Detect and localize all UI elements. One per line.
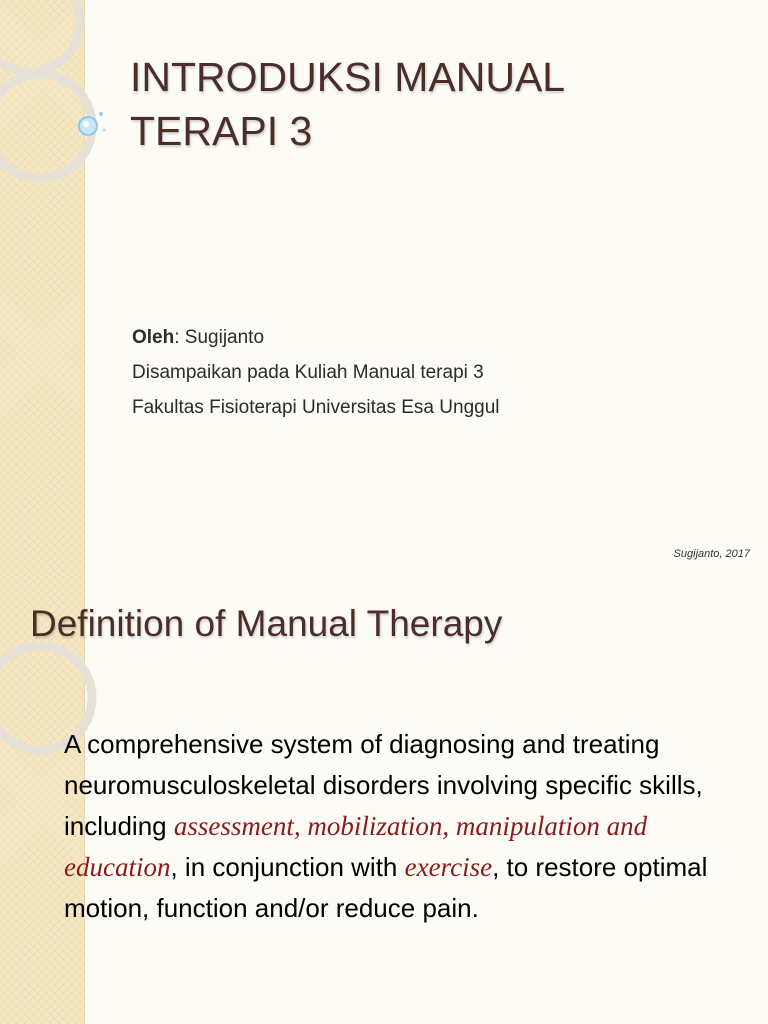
deco-dot-1: [99, 112, 103, 116]
author-label: Oleh: [132, 327, 175, 348]
author-line: [132, 320, 732, 355]
definition-part-1: A comprehensive system of diagnosing and treating neuromusculoskeletal disorders involving specific skills, including: [64, 729, 703, 841]
author-name: Sugijanto: [184, 327, 265, 348]
deco-bubble-shine: [83, 121, 89, 127]
slide-definition: [0, 576, 768, 1024]
definition-part-3: , to restore optimal motion, function and/or reduce pain.: [64, 852, 708, 923]
faculty-line: Fakultas Fisioterapi Universitas Esa Unggul: [132, 397, 500, 418]
course-line: Disampaikan pada Kuliah Manual terapi 3: [132, 362, 484, 383]
definition-highlight-2: exercise: [404, 852, 493, 882]
deco-circle-top: [0, 0, 80, 72]
slide-heading: Definition of Manual Therapy: [30, 603, 503, 644]
slide-footer: Sugijanto, 2017: [673, 548, 750, 560]
author-separator: :: [174, 327, 185, 348]
definition-text: [64, 724, 754, 929]
slide-title-heading: INTRODUKSI MANUAL TERAPI 3: [130, 54, 564, 154]
definition-highlight-1: assessment, mobilization, manipulation and education: [64, 811, 648, 882]
deco-dot-2: [102, 128, 105, 131]
definition-part-2: , in conjunction with: [170, 852, 405, 882]
slide-subtitle: [132, 320, 732, 425]
